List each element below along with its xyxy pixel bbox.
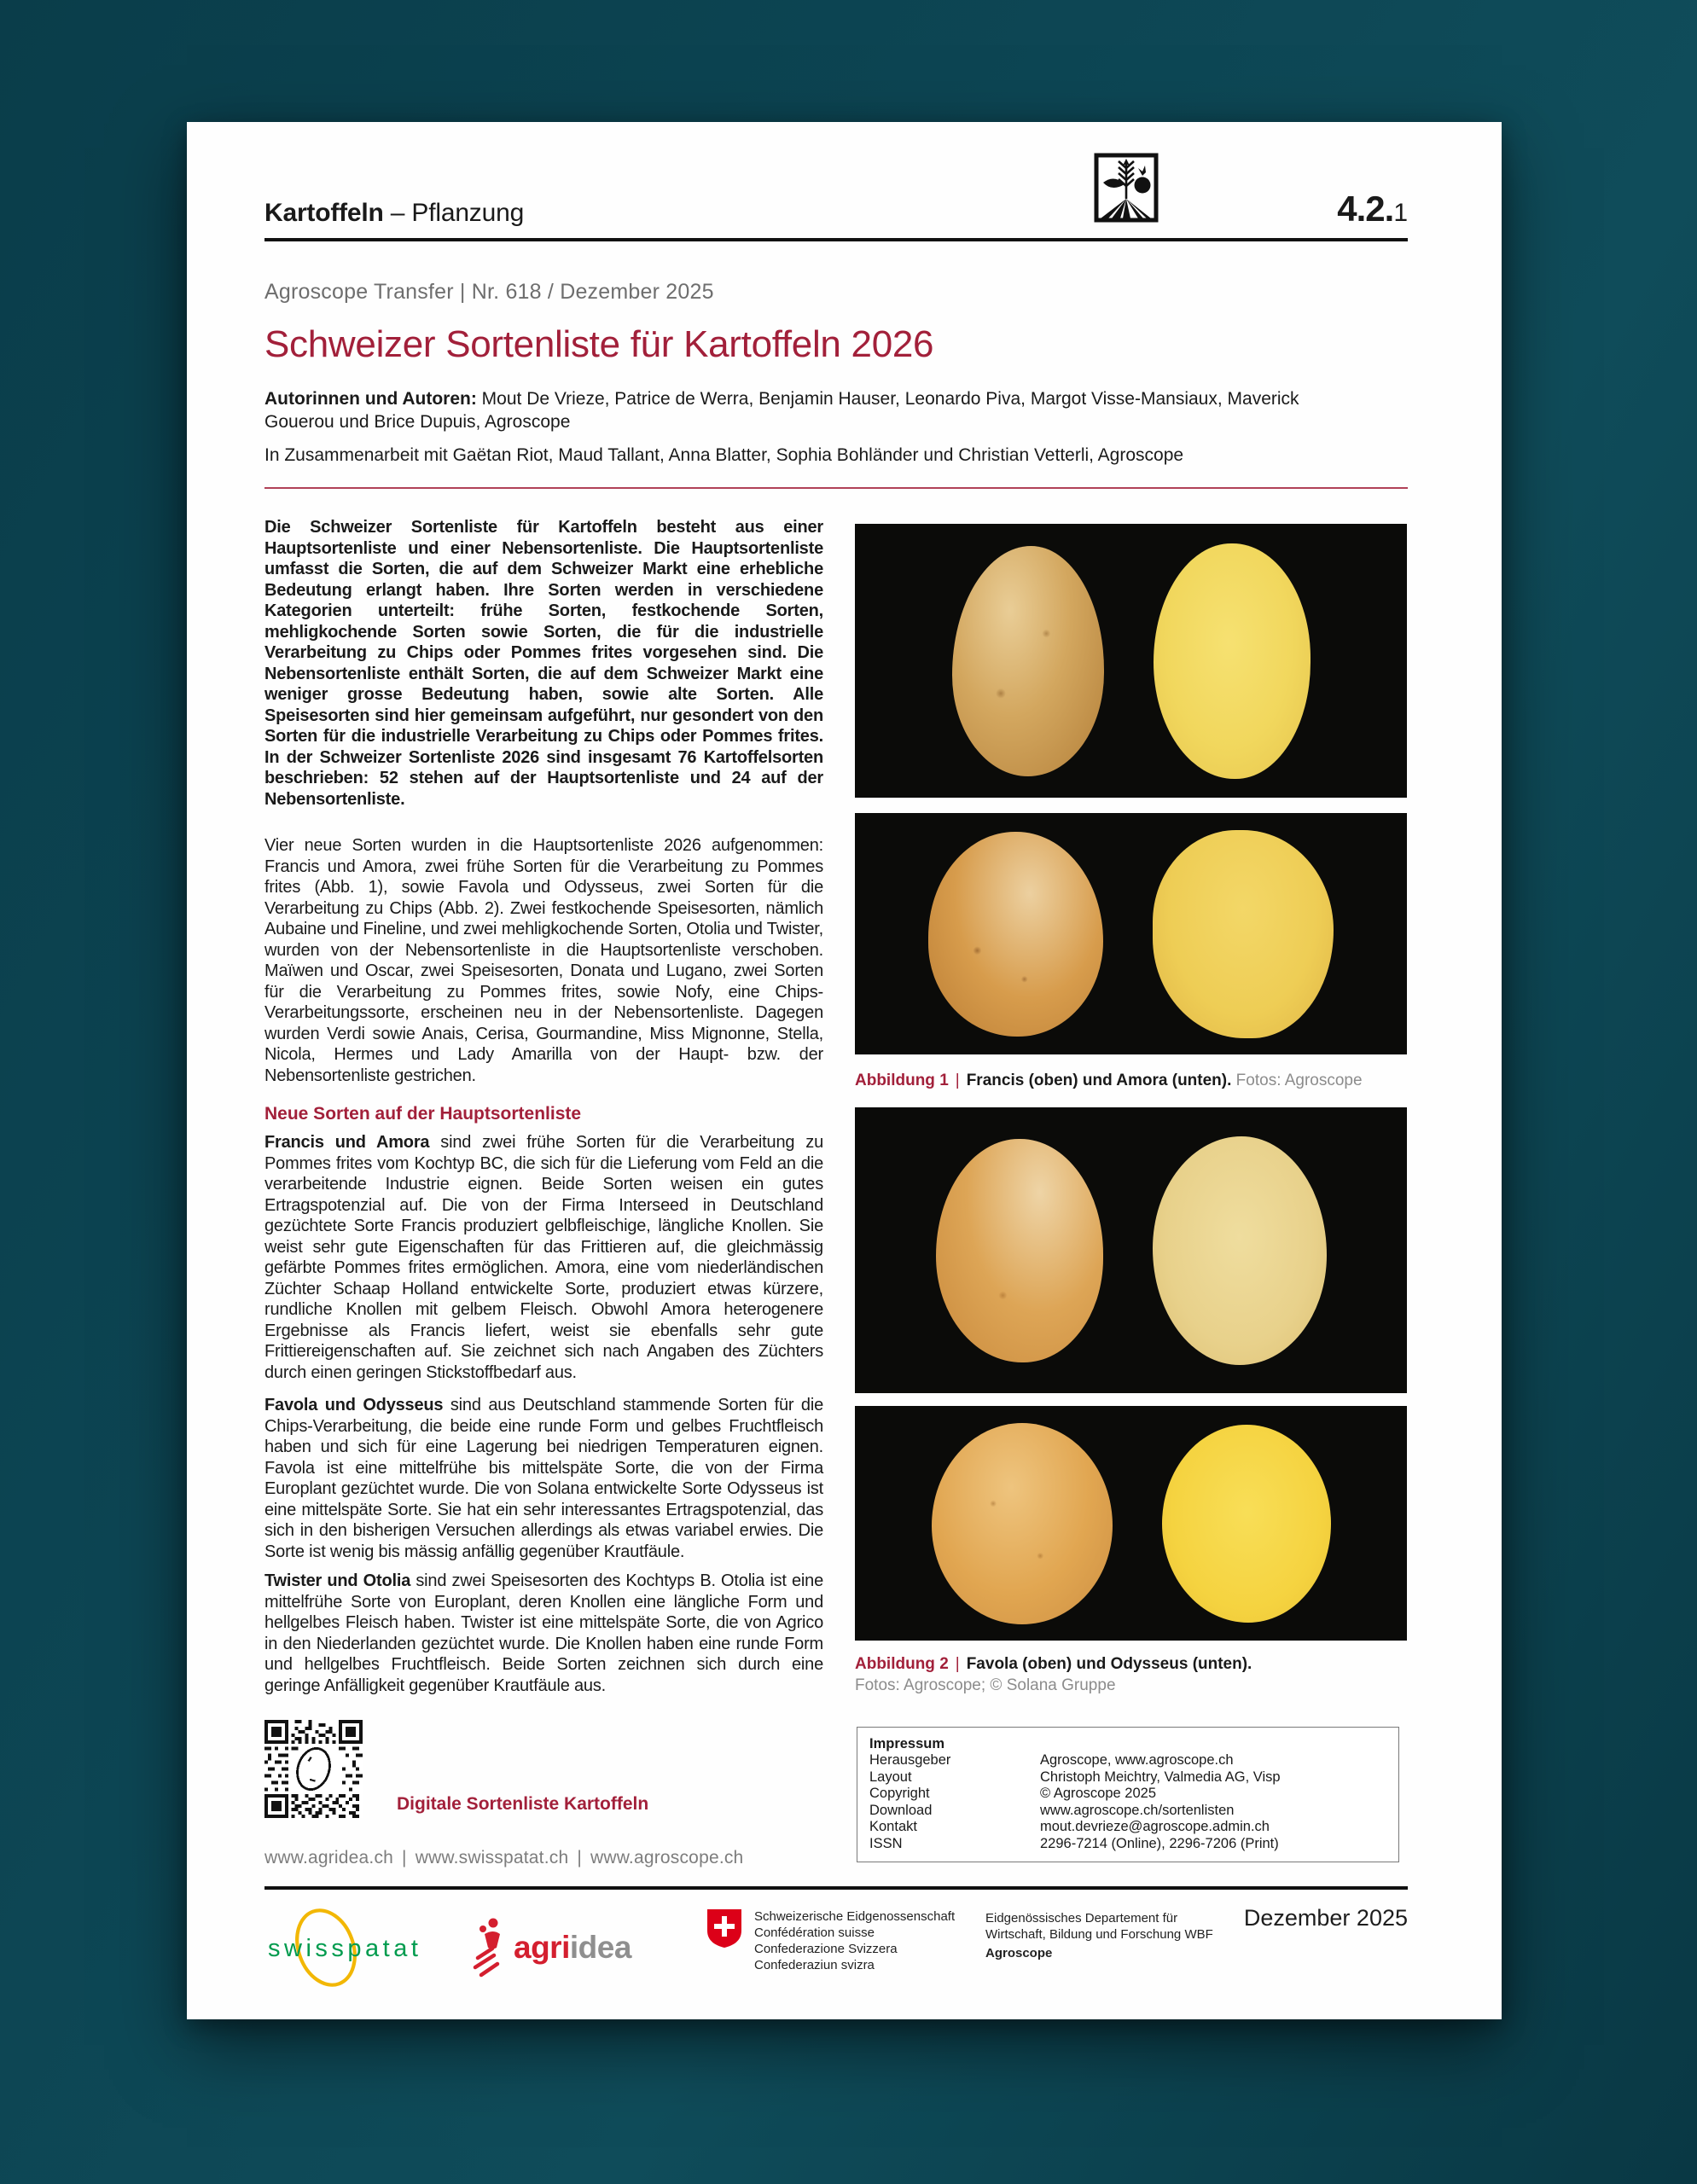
authors-label: Autorinnen und Autoren: [264,389,477,409]
link-swisspatat[interactable]: www.swisspatat.ch [415,1848,569,1867]
paragraph-text: sind aus Deutschland stammende Sorten für die Chips-Verarbeitung, die beide eine runde Form und gelbes Fruchtfleisch haben und sich für eine Lagerung bei niedrigen Temperaturen eignen. Favola ist eine mittelfrühe bis mittelspäte Sorte, die von der Firma Europlant gezüchtet wurde. Die von Solana entwickelte Sorte Odysseus ist eine mittelspäte Sorte. Sie hat ein sehr interessantes Ertragspotenzial, das sich in den bisherigen Versuchen allerdings als etwas variabel erwies. Die Sorte ist wenig bis mässig anfällig gegenüber Krautfäule. [264,1396,823,1561]
figure-label: Abbildung 2 [855,1655,949,1673]
caption-credit: Fotos: Agroscope [1235,1072,1363,1089]
paragraph-new-varieties: Vier neue Sorten wurden in die Hauptsortenliste 2026 aufgenommen: Francis und Amora, zwei frühe Sorten für die Verarbeitung zu Pommes frites (Abb. 1), sowie Favola und Odysseus, zwei Sorten für die Verarbeitung zu Chips (Abb. 2). Zwei festkochende Speisesorten, nämlich Aubaine und Fineline, und zwei mehligkochende Sorten, Otolia und Twister, wurden von der Nebensortenliste in die Hauptsortenliste verschoben. Maïwen und Oscar, zwei Speisesorten, Donata und Lugano, zwei Sorten für die Verarbeitung zu Pommes frites, sowie Nofy, eine Chips-Verarbeitungssorte, erscheinen neu in der Nebensortenliste. Dagegen wurden Verdi sowie Anais, Cerisa, Gourmandine, Miss Mignonne, Stella, Nicola, Hermes und Lady Amarilla von der Haupt- bzw. der Nebensortenliste gestrichen. [264,836,823,1085]
paragraph-francis-amora [264,1132,823,1383]
paragraph-lead-francis-amora: Francis und Amora [264,1133,430,1152]
link-agroscope[interactable]: www.agroscope.ch [590,1848,744,1867]
paragraph-twister-otolia [264,1571,823,1696]
authors-line [264,387,1331,433]
impressum-label: Herausgeber [869,1752,951,1768]
confederation-line: Confederaziun svizra [754,1958,875,1972]
impressum-label: ISSN [869,1835,903,1851]
caption-separator: | [955,1072,960,1089]
potato-photo-favola-whole [936,1139,1103,1362]
photo-panel-odysseus [855,1406,1407,1641]
confederation-text [754,1908,955,1973]
swisspatat-logo [264,1907,435,1993]
figure-label: Abbildung 1 [855,1072,949,1089]
paragraph-lead-favola-odysseus: Favola und Odysseus [264,1396,444,1414]
topic-title [264,199,524,228]
website-links [264,1848,743,1868]
potato-photo-francis-whole [952,546,1104,776]
impressum-value: © Agroscope 2025 [1040,1786,1157,1801]
article-columns [264,517,1408,1886]
page-footer [264,1903,1408,2006]
authors-names: Mout De Vrieze, Patrice de Werra, Benjamin Hauser, Leonardo Piva, Margot Visse-Mansiaux, Maverick Gouerou und Brice Dupuis, Agroscope [264,389,1299,432]
paragraph-favola-odysseus [264,1395,823,1562]
paragraph-text: sind zwei frühe Sorten für die Verarbeitung zu Pommes frites vom Kochtyp BC, die sich für die Lieferung vom Feld an die verarbeitende Industrie eignen. Beide Sorten weisen ein gutes Ertragspotenzial auf. Die von der Firma Interseed in Deutschland gezüchtete Sorte Francis produziert gelbfleischige, längliche Knollen. Sie weist sehr gute Eigenschaften für das Frittieren auf, die gleichmässig gefärbte Pommes frites ermöglichen. Amora, eine vom niederländischen Züchter Schaap Holland entwickelte Sorte, produziert etwas kürzere, rundliche Knollen mit gelbem Fleisch. Obwohl Amora heterogenere Ergebnisse als Francis liefert, weist sie ebenfalls sehr gute Frittiereigenschaften auf. Sie zeichnet sich nach Angaben des Züchters durch einen geringen Stickstoffbedarf aus. [264,1133,823,1382]
agridea-wordmark-red: agri [514,1930,570,1965]
impressum-row [869,1819,1386,1836]
title-divider [264,487,1408,489]
agridea-wordmark-gray: idea [569,1930,631,1965]
potato-photo-favola-cut [1153,1136,1327,1365]
department-text [985,1910,1213,1961]
impressum-value[interactable]: mout.devrieze@agroscope.admin.ch [1040,1819,1270,1834]
paragraph-lead-twister-otolia: Twister und Otolia [264,1571,411,1590]
page-title: Schweizer Sortenliste für Kartoffeln 2026 [264,323,934,365]
swiss-shield-icon [706,1908,743,1949]
department-line: Wirtschaft, Bildung und Forschung WBF [985,1927,1213,1942]
potato-photo-francis-cut [1154,543,1311,779]
caption-separator: | [955,1655,960,1673]
caption-text: Francis (oben) und Amora (unten). [966,1072,1232,1089]
figure-caption-2 [855,1653,1401,1696]
impressum-label: Layout [869,1769,912,1785]
impressum-row [869,1836,1386,1853]
potato-photo-odysseus-cut [1162,1425,1331,1623]
series-line: Agroscope Transfer | Nr. 618 / Dezember 2025 [264,280,714,304]
impressum-box [857,1727,1399,1862]
qr-code-potato-icon [264,1720,363,1818]
section-heading: Neue Sorten auf der Hauptsortenliste [264,1104,582,1124]
figure-caption-1 [855,1070,1401,1091]
agridea-wordmark [514,1930,631,1966]
impressum-row [869,1769,1386,1786]
link-separator: | [577,1848,582,1867]
photo-panel-amora [855,813,1407,1054]
impressum-label: Kontakt [869,1819,917,1834]
impressum-value[interactable]: Agroscope, www.agroscope.ch [1040,1752,1234,1768]
swiss-confederation-logo [706,1908,955,1973]
potato-photo-odysseus-whole [932,1423,1113,1624]
document-page [187,122,1502,2019]
collaboration-line: In Zusammenarbeit mit Gaëtan Riot, Maud Tallant, Anna Blatter, Sophia Bohländer und Christian Vetterli, Agroscope [264,445,1184,465]
link-agridea[interactable]: www.agridea.ch [264,1848,394,1867]
impressum-row [869,1803,1386,1820]
impressum-label: Download [869,1802,933,1818]
agroscope-emblem-logo [1094,153,1159,223]
caption-text: Favola (oben) und Odysseus (unten). [966,1655,1252,1673]
confederation-line: Schweizerische Eidgenossenschaft [754,1909,956,1924]
page-header [264,122,1408,241]
footer-divider [264,1886,1408,1890]
section-number-main: 4.2. [1337,189,1394,229]
topic-title-rest: – Pflanzung [383,199,525,227]
agridea-logo-icon [473,1917,509,1978]
impressum-title: Impressum [869,1736,945,1751]
link-separator: | [402,1848,407,1867]
potato-photo-amora-cut [1153,830,1334,1038]
qr-block [264,1720,648,1818]
department-line: Eidgenössisches Departement für [985,1911,1178,1926]
impressum-row [869,1752,1386,1769]
lead-paragraph: Die Schweizer Sortenliste für Kartoffeln besteht aus einer Hauptsortenliste und einer Nebensortenliste. Die Hauptsortenliste umfasst die Sorten, die auf dem Schweizer Markt eine erhebliche Bedeutung erlangt haben. Ihre Sorten werden in verschiedene Kategorien unterteilt: frühe Sorten, festkochende Sorten, mehligkochende Sorten sowie Sorten, die für die industrielle Verarbeitung zu Chips oder Pommes frites vorgesehen sind. Die Nebensortenliste enthält Sorten, die auf dem Schweizer Markt eine weniger grosse Bedeutung haben, sowie alte Sorten. Alle Speisesorten sind hier gemeinsam aufgeführt, nur gesondert von den Sorten für die industrielle Verarbeitung zu Chips oder Pommes frites. In der Schweizer Sortenliste 2026 sind insgesamt 76 Kartoffelsorten beschrieben: 52 stehen auf der Hauptsortenliste und 24 auf der Nebensortenliste. [264,518,823,809]
caption-credit: Fotos: Agroscope; © Solana Gruppe [855,1676,1116,1694]
wheat-field-emblem-icon [1094,153,1159,223]
impressum-row [869,1786,1386,1803]
impressum-value: 2296-7214 (Online), 2296-7206 (Print) [1040,1835,1279,1851]
article-column-right [846,517,1409,1886]
footer-date: Dezember 2025 [1243,1905,1408,1931]
topic-title-bold: Kartoffeln [264,199,384,227]
impressum-label: Copyright [869,1786,930,1801]
article-column-left [264,517,823,1867]
department-agroscope: Agroscope [985,1946,1053,1960]
section-number [1337,189,1408,229]
potato-photo-amora-whole [928,832,1103,1037]
agridea-logo [473,1917,631,1978]
confederation-line: Confederazione Svizzera [754,1942,898,1956]
impressum-value[interactable]: www.agroscope.ch/sortenlisten [1040,1802,1235,1818]
paragraph-text: sind zwei Speisesorten des Kochtyps B. Otolia ist eine mittelfrühe Sorte von Europlant, deren Knollen eine längliche Form und hellgelbes Fleisch haben. Twister ist eine mittelspäte Sorte, die von Agrico in den Niederlanden gezüchtet wurde. Die Knollen haben eine runde Form und hellgelbes Fruchtfleisch. Beide Sorten zeichnen sich durch eine geringe Anfälligkeit gegenüber Krautfäule aus. [264,1571,823,1695]
section-number-sub: 1 [1393,199,1408,227]
swisspatat-wordmark: swisspatat [268,1935,422,1962]
impressum-value: Christoph Meichtry, Valmedia AG, Visp [1040,1769,1281,1785]
qr-label: Digitale Sortenliste Kartoffeln [397,1794,649,1814]
confederation-line: Confédération suisse [754,1926,875,1940]
photo-panel-favola [855,1107,1407,1393]
swisspatat-logo-icon [264,1907,435,1989]
photo-panel-francis [855,524,1407,798]
